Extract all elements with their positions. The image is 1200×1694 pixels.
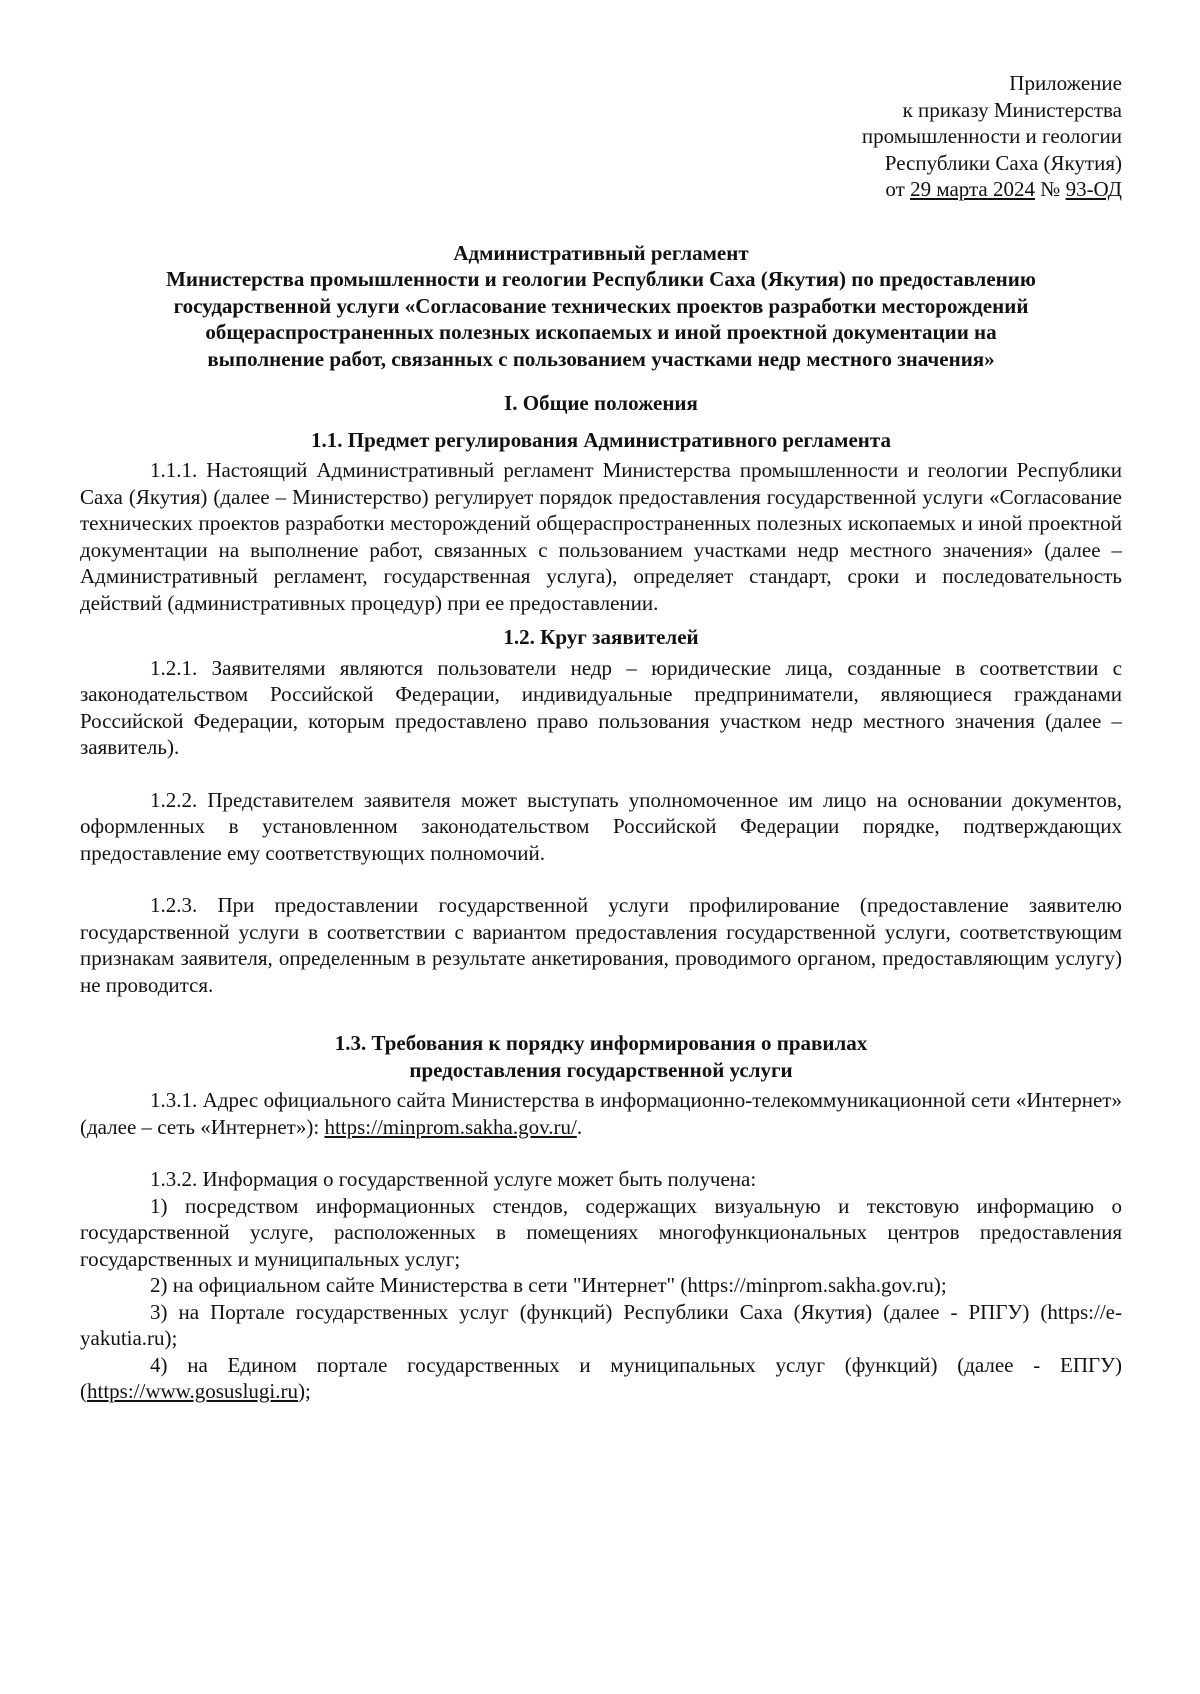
subsection-heading-1-3 (80, 1030, 1122, 1083)
paragraph-1-3-1 (80, 1087, 1122, 1140)
paragraph-1-2-1: 1.2.1. Заявителями являются пользователи недр – юридические лица, созданные в соответствии с законодательством Российской Федерации, индивидуальные предприниматели, являющиеся гражданами Российской Федерации, которым предоставлено право пользования участком недр местного значения (далее – заявитель). (80, 655, 1122, 759)
subsection-heading-line: предоставления государственной услуги (409, 1057, 793, 1082)
title-line: Министерства промышленности и геологии Республики Саха (Якутия) по предоставлению (166, 267, 1036, 291)
appendix-line: Республики Саха (Якутия) (884, 150, 1122, 175)
order-no-sign: № (1035, 177, 1066, 201)
title-line: выполнение работ, связанных с пользованием участками недр местного значения» (207, 346, 995, 371)
subsection-heading-1-2: 1.2. Круг заявителей (503, 625, 699, 649)
order-prefix: от (885, 177, 911, 201)
ministry-site-link[interactable]: https://minprom.sakha.gov.ru/ (324, 1114, 577, 1139)
list-item-3: 3) на Портале государственных услуг (функций) Республики Саха (Якутия) (далее - РПГУ) (https://e-yakutia.ru); (80, 1299, 1122, 1350)
title-line: общераспространенных полезных ископаемых и иной проектной документации на (205, 320, 997, 344)
paragraph-1-2-2: 1.2.2. Представителем заявителя может выступать уполномоченное им лицо на основании документов, оформленных в установленном законодательством Российской Федерации порядке, подтверждающих предоставление ему соответствующих полномочий. (80, 787, 1122, 865)
paragraph-1-2-3: 1.2.3. При предоставлении государственной услуги профилирование (предоставление заявителю государственной услуги в соответствии с вариантом предоставления государственной услуги, соответствующим признакам заявителя, определенным в результате анкетирования, проводимого органом, предоставляющим услугу) не проводится. (80, 893, 1122, 997)
list-item-4-text: 4) на Едином портале государственных и муниципальных услуг (функций) (далее - ЕПГУ) ( (80, 1352, 1122, 1403)
title-line: Административный регламент (453, 240, 749, 265)
subsection-heading-line: 1.3. Требования к порядку информирования о правилах (334, 1031, 868, 1055)
list-item-4 (80, 1352, 1122, 1405)
paragraph-1-1-1: 1.1.1. Настоящий Административный регламент Министерства промышленности и геологии Республики Саха (Якутия) (далее – Министерство) регулирует порядок предоставления государственной услуги «Согласование технических проектов разработки месторождений общераспространенных полезных ископаемых и иной проектной документации на выполнение работ, связанных с пользованием участками недр местного значения» (далее – Административный регламент, государственная услуга), определяет стандарт, сроки и последовательность действий (административных процедур) при ее предоставлении. (80, 458, 1122, 615)
appendix-line: к приказу Министерства (902, 97, 1122, 122)
appendix-line: Приложение (1009, 71, 1122, 95)
section-heading-general: I. Общие положения (504, 391, 698, 415)
order-reference (80, 176, 1122, 203)
list-item-4-end: ); (297, 1379, 311, 1403)
order-number: 93-ОД (1065, 177, 1122, 201)
appendix-line: промышленности и геологии (861, 124, 1122, 148)
order-date: 29 марта 2024 (910, 177, 1036, 201)
document-page (80, 70, 1122, 1405)
gosuslugi-link[interactable]: https://www.gosuslugi.ru (87, 1379, 298, 1403)
list-item-1: 1) посредством информационных стендов, содержащих визуальную и текстовую информацию о государственной услуге, расположенных в помещениях многофункциональных центров предоставления государственных и муниципальных услуг; (80, 1193, 1122, 1271)
appendix-block (80, 70, 1122, 203)
paragraph-1-3-1-text: 1.3.1. Адрес официального сайта Министерства в информационно-телекоммуникационной сети «Интернет» (далее – сеть «Интернет»): (80, 1088, 1122, 1139)
title-line: государственной услуги «Согласование технических проектов разработки месторождений (173, 293, 1029, 318)
paragraph-1-3-2-intro: 1.3.2. Информация о государственной услуге может быть получена: (150, 1167, 757, 1191)
document-title (80, 240, 1122, 373)
list-item-2: 2) на официальном сайте Министерства в сети "Интернет" (https://minprom.sakha.gov.ru); (150, 1273, 947, 1297)
subsection-heading-1-1: 1.1. Предмет регулирования Административного регламента (311, 427, 891, 452)
paragraph-1-3-1-end: . (576, 1114, 583, 1139)
